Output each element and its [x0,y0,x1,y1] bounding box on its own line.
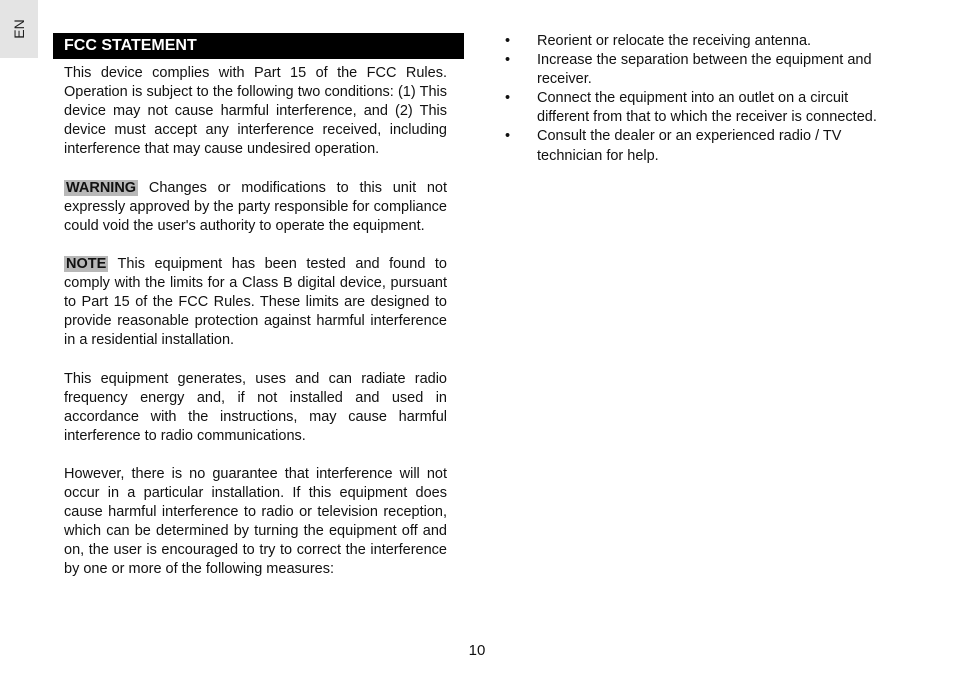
list-item [503,32,893,51]
list-item [503,127,893,165]
fcc-body [64,64,447,580]
language-side-tab [0,0,38,58]
warning-paragraph [64,179,447,236]
section-title: FCC STATEMENT [53,33,464,59]
bullet-icon: • [505,128,511,145]
list-item [503,89,893,127]
bullet-icon: • [505,33,511,49]
fcc-statement-section [53,33,464,580]
warning-text: Changes or modifications to this unit not expressly approved by the party responsible for compliance could void the user's authority to operate the equipment. [64,179,448,234]
measure-text: Consult the dealer or an experienced radio / TV technician for help. [537,128,842,164]
note-label: NOTE [66,255,107,272]
measure-text: Increase the separation between the equipment and receiver. [537,52,872,88]
note-text: This equipment has been tested and found to comply with the limits for a Class B digital device, pursuant to Part 15 of the FCC Rules. These limits are designed to provide reasonable protection against harmful interference in a residential installation. [64,255,447,349]
note-paragraph [64,255,447,350]
page-number: 10 [468,642,486,659]
guarantee-paragraph: However, there is no guarantee that interference will not occur in a particular installation. If this equipment does cause harmful interference to radio or television reception, which can be determined by turning the equipment off and on, the user is encouraged to try to correct the interference by one or more of the following measures: [64,465,447,578]
warning-label: WARNING [66,179,137,196]
bullet-icon: • [505,52,511,69]
measures-section [503,32,893,166]
intro-paragraph: This device complies with Part 15 of the FCC Rules. Operation is subject to the following two conditions: (1) This device may not cause harmful interference, and (2) This device must accept any interference received, including interference that may cause undesired operation. [64,65,447,158]
radio-frequency-paragraph: This equipment generates, uses and can radiate radio frequency energy and, if not installed and used in accordance with the instructions, may cause harmful interference to radio communications. [64,370,447,444]
measure-text: Reorient or relocate the receiving antenna. [537,33,812,49]
bullet-icon: • [505,90,511,107]
language-label: EN [11,19,27,39]
measure-text: Connect the equipment into an outlet on a circuit different from that to which the receiver is connected. [537,90,877,126]
list-item [503,51,893,89]
measures-list [503,32,893,166]
